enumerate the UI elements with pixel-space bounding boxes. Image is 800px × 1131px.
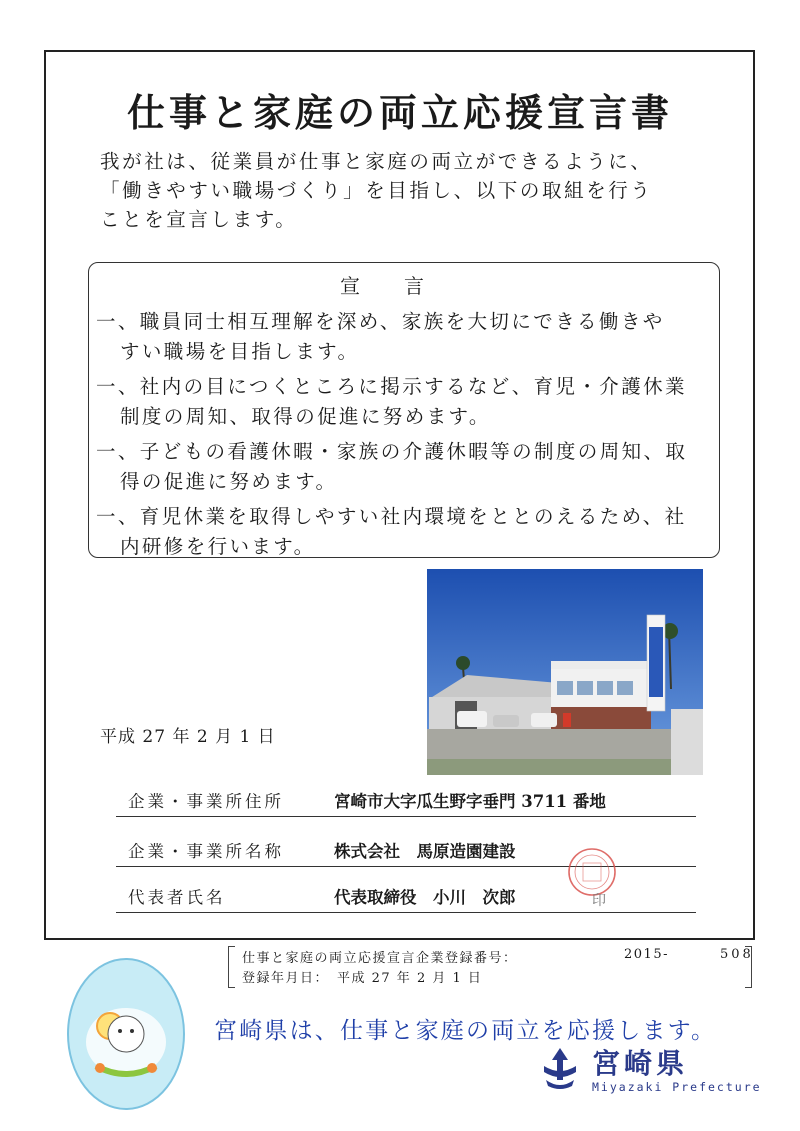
declaration-item (96, 307, 716, 367)
intro-line: ことを宣言します。 (100, 208, 298, 231)
prefecture-name: 宮崎県 (592, 1047, 689, 1080)
company-label: 企業・事業所名称 (128, 842, 284, 861)
prefecture-name-en: Miyazaki Prefecture (592, 1080, 762, 1094)
document-title: 仕事と家庭の両立応援宣言書 (126, 91, 673, 135)
campaign-badge (64, 956, 188, 1112)
declaration-line: すい職場を目指します。 (120, 340, 360, 363)
intro-line: 「働きやすい職場づくり」を目指し、以下の取組を行う (100, 179, 653, 202)
declaration-item (96, 502, 716, 562)
bracket-left (228, 946, 235, 988)
seal-mark: 印 (592, 893, 606, 909)
registration-date: 登録年月日： 平成 27 年 2 月 1 日 (242, 971, 483, 986)
declaration-date: 平成 27 年 2 月 1 日 (100, 727, 276, 747)
intro-line: 我が社は、従業員が仕事と家庭の両立ができるように、 (100, 150, 653, 173)
representative-label: 代表者氏名 (128, 888, 226, 907)
declaration-line: 一、育児休業を取得しやすい社内環境をととのえるため、社 (96, 505, 687, 528)
registration-block (228, 946, 752, 986)
declaration-heading: 宣言 (340, 274, 468, 298)
campaign-badge-illustration (64, 956, 188, 1112)
declaration-line: 得の促進に努めます。 (120, 470, 338, 493)
declaration-line: 一、子どもの看護休暇・家族の介護休暇等の制度の周知、取 (96, 440, 688, 463)
declaration-item (96, 437, 716, 497)
registration-number: 508 (720, 947, 754, 962)
address-label: 企業・事業所住所 (128, 792, 284, 811)
address-value: 宮崎市大字瓜生野字垂門 3711 番地 (334, 792, 606, 811)
declaration-line: 一、職員同士相互理解を深め、家族を大切にできる働きや (96, 310, 665, 333)
declaration-line: 内研修を行います。 (120, 535, 316, 558)
slogan: 宮崎県は、仕事と家庭の両立を応援します。 (214, 1018, 717, 1044)
declaration-line: 制度の周知、取得の促進に努めます。 (120, 405, 491, 428)
company-value: 株式会社 馬原造園建設 (334, 842, 516, 861)
declaration-line: 一、社内の目につくところに掲示するなど、育児・介護休業 (96, 375, 687, 398)
declaration-item (96, 372, 716, 432)
representative-value: 代表取締役 小川 次郎 (334, 888, 516, 907)
intro-paragraph (100, 147, 740, 234)
declaration-list (96, 307, 716, 567)
prefecture-emblem-icon (540, 1046, 580, 1092)
company-building-photo (427, 569, 703, 775)
info-row-address (116, 784, 696, 817)
registration-number-label: 仕事と家庭の両立応援宣言企業登録番号： (242, 951, 518, 966)
building-photo-illustration (427, 569, 703, 775)
registration-year: 2015- (624, 947, 669, 962)
